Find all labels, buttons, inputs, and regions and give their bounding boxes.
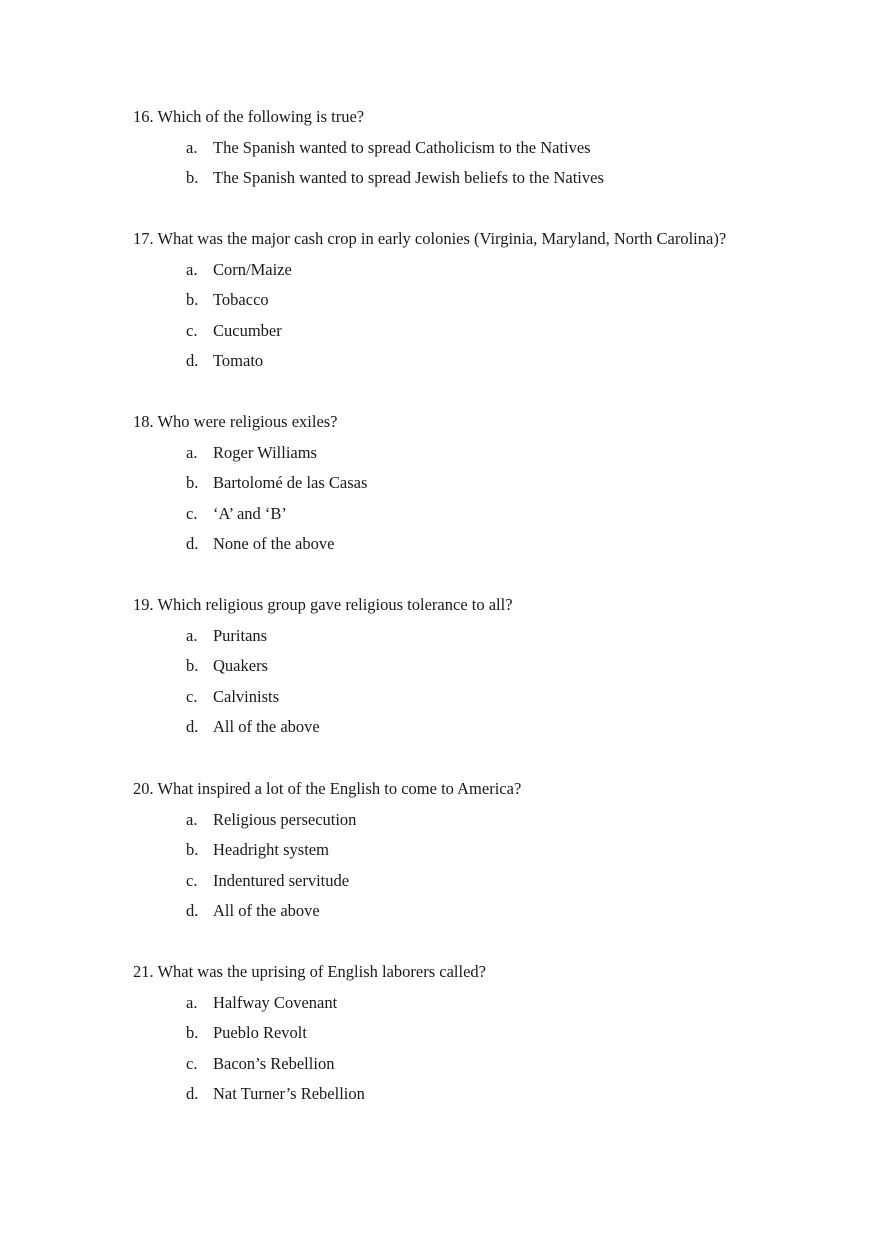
answer-option	[133, 993, 833, 1013]
question-18	[133, 412, 833, 554]
answer-option	[133, 1054, 833, 1074]
answer-option	[133, 168, 833, 188]
question-text: 16. Which of the following is true?	[133, 107, 365, 126]
option-text: Quakers	[213, 656, 268, 676]
answer-option	[133, 504, 833, 524]
question-text: 18. Who were religious exiles?	[133, 412, 338, 431]
option-letter: b.	[186, 840, 199, 860]
option-letter: c.	[186, 686, 198, 706]
option-letter: d.	[186, 717, 199, 737]
question-text: 20. What inspired a lot of the English to come to America?	[133, 779, 522, 798]
option-letter: d.	[186, 351, 199, 371]
option-letter: c.	[186, 1053, 198, 1073]
option-text: Roger Williams	[213, 442, 317, 462]
answer-option	[133, 656, 833, 676]
option-letter: a.	[186, 625, 198, 645]
option-letter: c.	[186, 870, 198, 890]
answer-option	[133, 473, 833, 493]
answer-option	[133, 717, 833, 737]
option-text: Puritans	[213, 625, 268, 645]
question-17	[133, 229, 833, 371]
answer-option	[133, 260, 833, 280]
option-letter: b.	[186, 290, 199, 310]
option-letter: b.	[186, 473, 199, 493]
option-text: Tobacco	[213, 290, 269, 310]
answer-option	[133, 840, 833, 860]
question-20	[133, 779, 833, 921]
option-text: All of the above	[213, 717, 320, 737]
option-letter: a.	[186, 137, 198, 157]
option-text: Cucumber	[213, 320, 282, 340]
option-letter: a.	[186, 809, 198, 829]
question-21	[133, 962, 833, 1104]
option-letter: d.	[186, 534, 199, 554]
answer-option	[133, 534, 833, 554]
answer-option	[133, 1023, 833, 1043]
option-letter: b.	[186, 1023, 199, 1043]
answer-option	[133, 626, 833, 646]
option-text: None of the above	[213, 534, 335, 554]
option-letter: a.	[186, 992, 198, 1012]
answer-option	[133, 901, 833, 921]
option-text: Corn/Maize	[213, 259, 292, 279]
answer-option	[133, 290, 833, 310]
option-letter: c.	[186, 320, 198, 340]
answer-option	[133, 138, 833, 158]
option-text: Indentured servitude	[213, 870, 350, 890]
answer-option	[133, 443, 833, 463]
option-text: Nat Turner’s Rebellion	[213, 1084, 365, 1104]
option-text: Pueblo Revolt	[213, 1023, 307, 1043]
answer-option	[133, 321, 833, 341]
answer-option	[133, 871, 833, 891]
option-letter: c.	[186, 503, 198, 523]
answer-option	[133, 687, 833, 707]
option-letter: d.	[186, 901, 199, 921]
option-text: The Spanish wanted to spread Jewish beliefs to the Natives	[213, 168, 604, 188]
question-text: 19. Which religious group gave religious tolerance to all?	[133, 595, 513, 614]
question-text: 21. What was the uprising of English laborers called?	[133, 962, 486, 981]
option-letter: a.	[186, 259, 198, 279]
option-text: Halfway Covenant	[213, 992, 338, 1012]
option-text: All of the above	[213, 901, 320, 921]
answer-option	[133, 1084, 833, 1104]
option-text: Bartolomé de las Casas	[213, 473, 368, 493]
question-16	[133, 107, 833, 188]
option-text: Tomato	[213, 351, 264, 371]
option-text: Bacon’s Rebellion	[213, 1053, 335, 1073]
option-letter: a.	[186, 442, 198, 462]
option-text: Religious persecution	[213, 809, 357, 829]
answer-option	[133, 351, 833, 371]
question-19	[133, 595, 833, 737]
option-letter: b.	[186, 168, 199, 188]
option-letter: d.	[186, 1084, 199, 1104]
option-letter: b.	[186, 656, 199, 676]
answer-option	[133, 810, 833, 830]
option-text: The Spanish wanted to spread Catholicism to the Natives	[213, 137, 591, 157]
option-text: Headright system	[213, 840, 329, 860]
question-text: 17. What was the major cash crop in early colonies (Virginia, Maryland, North Carolina)?	[133, 229, 727, 248]
option-text: ‘A’ and ‘B’	[213, 503, 287, 523]
option-text: Calvinists	[213, 686, 280, 706]
